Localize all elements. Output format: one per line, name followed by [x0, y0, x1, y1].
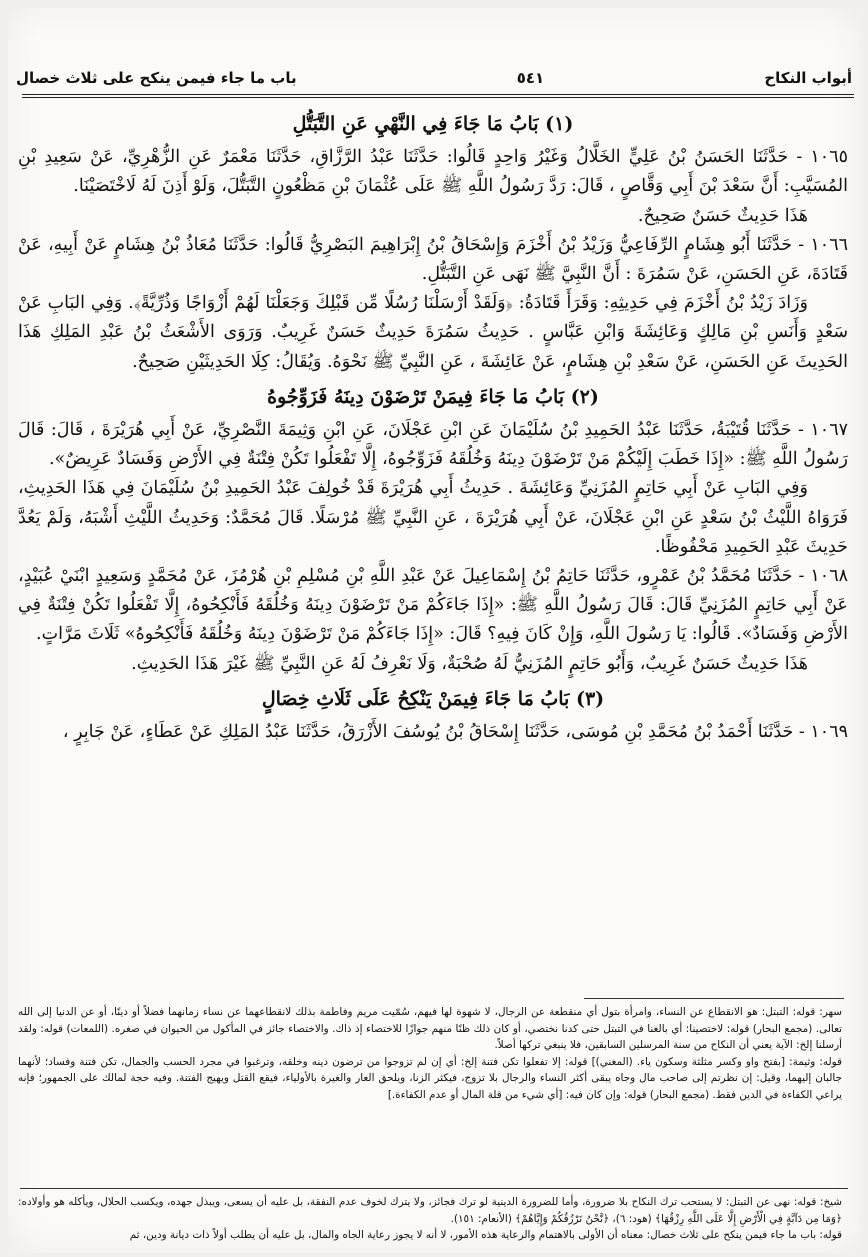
footnotes-section: [18, 1004, 842, 1104]
hadith-paragraph: ١٠٦٦ - حَدَّثَنَا أَبُو هِشَامٍ الرِّفَاعِيُّ وَزَيْدُ بْنُ أَخْزَمَ وَإِسْحَاقُ بْنُ إِبْرَاهِيمَ البَصْرِيُّ قَالُوا: حَدَّثَنَا مُعَاذُ بْنُ هِشَامٍ عَنْ أَبِيهِ، عَنْ قَتَادَةَ، عَنِ الحَسَنِ، عَنْ سَمُرَةَ : أَنَّ النَّبِيَّ ﷺ نَهَى عَنِ التَّبَتُّلِ.: [18, 234, 848, 285]
hadith-paragraph: ١٠٦٧ - حَدَّثَنَا قُتَيْبَةُ، حَدَّثَنَا عَبْدُ الحَمِيدِ بْنُ سُلَيْمَانَ عَنِ ابْنِ عَجْلَانَ، عَنِ ابْنِ وَثِيمَةَ النَّصْرِيِّ، عَنْ أَبِي هُرَيْرَةَ ، قَالَ: قَالَ رَسُولُ اللَّهِ ﷺ: «إِذَا خَطَبَ إِلَيْكُمْ مَنْ تَرْضَوْنَ دِينَهُ وَخُلُقَهُ فَزَوِّجُوهُ، إِلَّا تَفْعَلُوا تَكُنْ فِتْنَةٌ فِي الأَرْضِ وَفَسَادٌ عَرِيضٌ».: [18, 420, 848, 470]
header-rule-thin: [22, 97, 854, 98]
chapter-heading: (٣) بَابُ مَا جَاءَ فِيمَنْ يَنْكِحُ عَلَى ثَلَاثِ خِصَالٍ: [261, 687, 605, 710]
header-rule: [22, 94, 854, 95]
footnote-separator: [584, 998, 844, 999]
footnote-separator: [20, 1188, 848, 1189]
page-header: [16, 63, 852, 93]
footnote: سهر: قوله: التبتل: هو الانقطاع عن النساء، وامرأة بتول أي منقطعة عن الرجال، لا شهوة لها فيهم، سُمّيت مريم وفاطمة بذلك لانقطاعهما عن نساء زمانهما فضلاً أو دينًا، أو عن الدنيا إلى الله تعالى. (مجمع البحار) قوله: لاختصينا: أي بالغنا في التبتل حتى كدنا نختصي، أو كان ذلك ظنًا منهم جوازًا للاختصاء إذ ذاك. والاختصاء جائز في المأكول من الحيوان في صغره. (اللمعات) قوله: ولقد أرسلنا إلخ: الآية يعني أن النكاح من سنة المرسلين السابقين، فلا ينبغي تركها أصلاً.: [18, 1006, 842, 1052]
footnote: قوله: باب ما جاء فيمن ينكح على ثلاث خصال: معناه أن الأولى بالاهتمام والرعاية هذه الأمور، لا أنه لا يجوز رعاية الجاه والمال، بل عليه أن يطلب أولاً ذات ديانة ودين، ثم: [129, 1229, 842, 1242]
running-title: باب ما جاء فيمن ينكح على ثلاث خصال: [16, 69, 297, 87]
commentary-paragraph: وَفِي البَابِ عَنْ أَبِي حَاتِمٍ المُزَنِيِّ وَعَائِشَةَ . حَدِيثُ أَبِي هُرَيْرَةَ قَدْ خُولِفَ عَبْدُ الحَمِيدِ بْنُ سُلَيْمَانَ فِي هَذَا الحَدِيثِ، فَرَوَاهُ اللَّيْثُ بْنُ سَعْدٍ عَنِ ابْنِ عَجْلَانَ، عَنْ أَبِي هُرَيْرَةَ ، عَنِ النَّبِيِّ ﷺ مُرْسَلًا. قَالَ مُحَمَّدٌ: وَحَدِيثُ اللَّيْثِ أَشْبَهُ، وَلَمْ يَعُدَّ حَدِيثَ عَبْدِ الحَمِيدِ مَحْفُوظًا.: [18, 478, 848, 557]
page-number: ٥٤١: [516, 69, 545, 87]
grading-paragraph: هَذَا حَدِيثٌ حَسَنٌ غَرِيبٌ، وَأَبُو حَاتِمٍ المُزَنِيُّ لَهُ صُحْبَةٌ، وَلَا نَعْرِفُ لَهُ عَنِ النَّبِيِّ ﷺ غَيْرَ هَذَا الحَدِيثِ.: [131, 653, 808, 674]
book-section-title: أبواب النكاح: [764, 69, 852, 87]
page: [8, 8, 860, 1253]
main-text: [18, 104, 848, 747]
hadith-paragraph: ١٠٦٩ - حَدَّثَنَا أَحْمَدُ بْنُ مُحَمَّدِ بْنِ مُوسَى، حَدَّثَنَا إِسْحَاقُ بْنُ يُوسُفَ الأَزْرَقُ، حَدَّثَنَا عَبْدُ المَلِكِ عَنْ عَطَاءٍ، عَنْ جَابِرٍ ،: [62, 722, 848, 743]
chapter-heading: (٢) بَابُ مَا جَاءَ فِيمَنْ تَرْضَوْنَ دِينَهُ فَزَوِّجُوهُ: [267, 385, 599, 408]
footnotes-section-2: [18, 1194, 842, 1244]
chapter-heading: (١) بَابُ مَا جَاءَ فِي النَّهْيِ عَنِ التَّبَتُّلِ: [292, 113, 574, 135]
grading-paragraph: هَذَا حَدِيثٌ حَسَنٌ صَحِيحٌ.: [637, 205, 808, 226]
footnote: شيخ: قوله: نهى عن التبتل: لا يستحب ترك النكاح بلا ضرورة، وأما للضرورة الدينية لو ترك فجائز، ولا يترك لخوف عدم النفقة، بل عليه أن يسعى، ويبذل جهده، ويكسب الحلال، ويأكله هو وأولاده: ﴿وَمَا مِن دَآبَّةٍ فِي الْأَرْضِ إِلَّا عَلَى اللَّهِ رِزْقُهَا﴾ (هود: ٦)، ﴿نَّحْنُ نَرْزُقُكُمْ وَإِيَّاهُمْ﴾ (الأنعام: ١٥١).: [18, 1196, 842, 1225]
hadith-paragraph: ١٠٦٨ - حَدَّثَنَا مُحَمَّدُ بْنُ عَمْرٍو، حَدَّثَنَا حَاتِمُ بْنُ إِسْمَاعِيلَ عَنْ عَبْدِ اللَّهِ بْنِ مُسْلِمِ بْنِ هُرْمُزَ، عَنْ مُحَمَّدٍ وَسَعِيدٍ ابْنَيْ عُبَيْدٍ، عَنْ أَبِي حَاتِمٍ المُزَنِيِّ قَالَ: قَالَ رَسُولُ اللَّهِ ﷺ: «إِذَا جَاءَكُمْ مَنْ تَرْضَوْنَ دِينَهُ وَخُلُقَهُ فَأَنْكِحُوهُ، إِلَّا تَفْعَلُوا تَكُنْ فِتْنَةٌ فِي الأَرْضِ وَفَسَادٌ». قَالُوا: يَا رَسُولَ اللَّهِ، وَإِنْ كَانَ فِيهِ؟ قَالَ: «إِذَا جَاءَكُمْ مَنْ تَرْضَوْنَ دِينَهُ وَخُلُقَهُ فَأَنْكِحُوهُ» ثَلَاثَ مَرَّاتٍ.: [18, 566, 848, 645]
footnote: قوله: وثيمة: [بفتح واو وكسر مثلثة وسكون ياء. (المغني)] قوله: إلا تفعلوا تكن فتنة إلخ: أي إن لم تزوجوا من ترضون دينه وخلقه، وترغبوا في مجرد الحسب والجمال، تكن فتنة وفساد؛ لأنهما جالبان إليهما، وقيل: إن نظرتم إلى صاحب مال وجاه يبقى أكثر النساء والرجال بلا تزوج، فيكثر الزنا، ويلحق العار والغيرة بالأولياء، فيقع القتل ويهيج الفتنة. وفيه حجة لمالك على الجمهور؛ فإنه يراعي الكفاءة في الدين فقط. (مجمع البحار) قوله: وإن كان فيه: [أي شيء من قلة المال أو عدم الكفاءة.]: [18, 1055, 842, 1101]
commentary-paragraph: وَزَادَ زَيْدُ بْنُ أَخْزَمَ فِي حَدِيثِهِ: وَقَرَأَ قَتَادَةُ: ﴿وَلَقَدْ أَرْسَلْنَا رُسُلًا مِّن قَبْلِكَ وَجَعَلْنَا لَهُمْ أَزْوَاجًا وَذُرِّيَّةً﴾. وَفِي البَابِ عَنْ سَعْدٍ وَأَنَسِ بْنِ مَالِكٍ وَعَائِشَةَ وَابْنِ عَبَّاسٍ . حَدِيثُ سَمُرَةَ حَدِيثٌ حَسَنٌ غَرِيبٌ. وَرَوَى الأَشْعَثُ بْنُ عَبْدِ المَلِكِ هَذَا الحَدِيثَ عَنِ الحَسَنِ، عَنْ سَعْدِ بْنِ هِشَامٍ، عَنْ عَائِشَةَ ، عَنِ النَّبِيِّ ﷺ نَحْوَهُ. وَيُقَالُ: كِلَا الحَدِيثَيْنِ صَحِيحٌ.: [18, 293, 848, 372]
hadith-paragraph: ١٠٦٥ - حَدَّثَنَا الحَسَنُ بْنُ عَلِيٍّ الخَلَّالُ وَغَيْرُ وَاحِدٍ قَالُوا: حَدَّثَنَا عَبْدُ الرَّزَّاقِ، حَدَّثَنَا مَعْمَرٌ عَنِ الزُّهْرِيِّ، عَنْ سَعِيدِ بْنِ المُسَيَّبِ: أَنَّ سَعْدَ بْنَ أَبِي وَقَّاصٍ ، قَالَ: رَدَّ رَسُولُ اللَّهِ ﷺ عَلَى عُثْمَانَ بْنِ مَظْعُونٍ التَّبَتُّلَ، وَلَوْ أَذِنَ لَهُ لَاخْتَصَيْنَا.: [18, 147, 848, 197]
